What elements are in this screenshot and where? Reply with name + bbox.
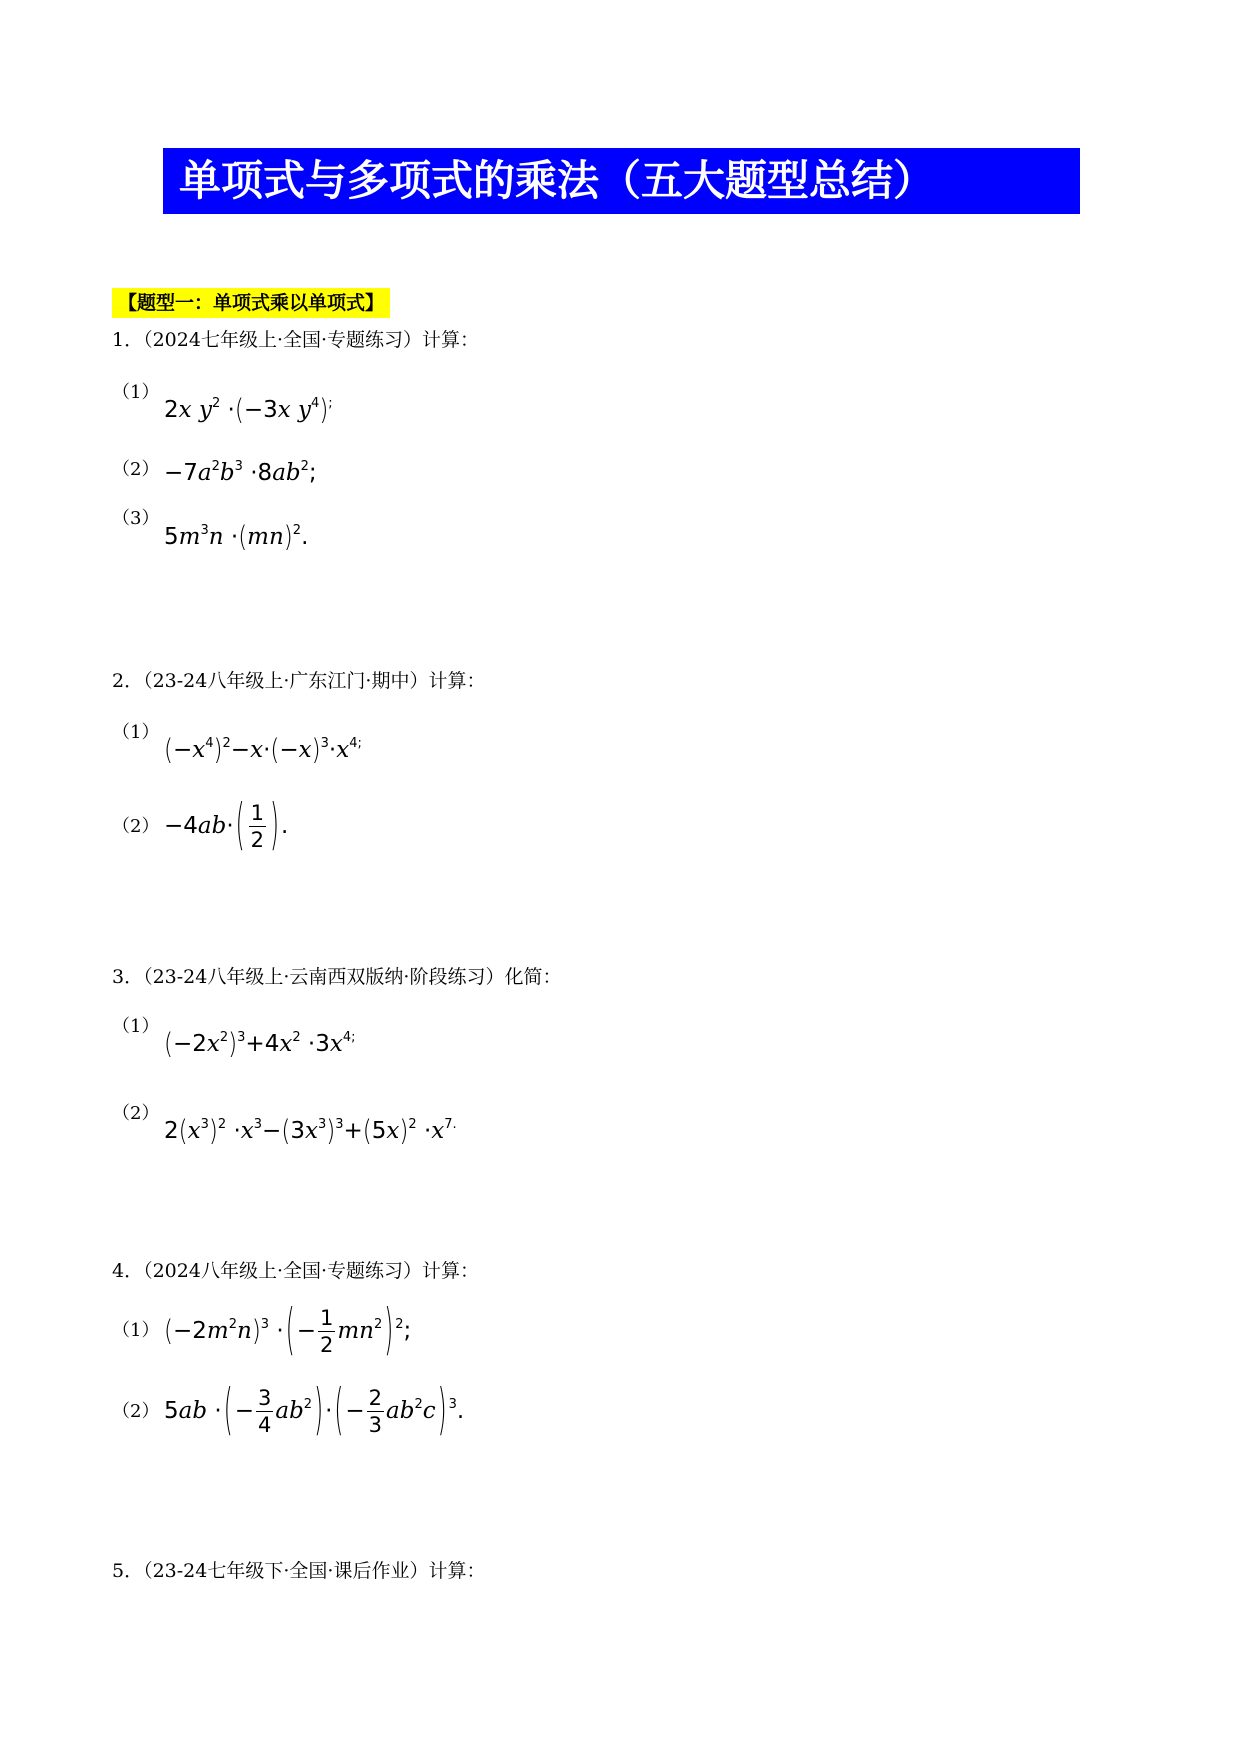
q3-part-1-expression: $(-2x^2)^3+4x^2 \cdot 3x^{4;}$ (164, 1027, 356, 1061)
question-4-heading: 4．（2024八年级上·全国·专题练习）计算： (112, 1260, 480, 1282)
q1-part-3-label: （3） (112, 508, 160, 529)
q4-part-2-expression: 5ab ·(− $\frac{3}{4}$ $ab^2)\cdot(-$ $\frac{2}{3}$ $ab^2c$) $^3$. (164, 1379, 465, 1443)
q4-part-1-expression: $(-2m^2n)^3$ ·(− $\frac{1}{2}$ $mn^2$) $^2$; (164, 1299, 412, 1363)
q2-part-2-expression: −4ab·( $\frac{1}{2}$ ). (164, 794, 289, 858)
q1-part-1-expression: 2x $y^2 \cdot(-3x$ $y^4)^;$ (164, 393, 333, 427)
section-heading-type-1: 【题型一：单项式乘以单项式】 (112, 288, 390, 318)
q2-part-1-expression: $(-x^4)^2-x\cdot(-x)^3\cdot x^{4;}$ (164, 733, 362, 767)
q2-part-1-label: （1） (112, 722, 160, 743)
q1-part-2-expression: $-7a^2b^3 \cdot 8ab^2$; (164, 459, 317, 486)
page-title: 单项式与多项式的乘法（五大题型总结） (163, 148, 1080, 214)
q1-part-3-expression: $5m^3n \cdot(mn)^2$. (164, 520, 309, 554)
q2-part-2-label: （2） (112, 816, 160, 837)
q4-part-2-label: （2） (112, 1401, 160, 1422)
question-5-heading: 5．（23-24七年级下·全国·课后作业）计算： (112, 1560, 486, 1582)
question-3-heading: 3．（23-24八年级上·云南西双版纳·阶段练习）化简： (112, 966, 562, 988)
question-2-heading: 2．（23-24八年级上·广东江门·期中）计算： (112, 670, 486, 692)
q3-part-2-expression: $2(x^3)^2 \cdot x^3-(3x^3)^3+(5x)^2 \cdot x^{7.}$ (164, 1114, 457, 1148)
q4-part-1-label: （1） (112, 1320, 160, 1341)
question-1-heading: 1．（2024七年级上·全国·专题练习）计算： (112, 329, 480, 351)
q1-part-1-label: （1） (112, 382, 160, 403)
q1-part-2-label: （2） (112, 459, 160, 480)
q3-part-2-label: （2） (112, 1103, 160, 1124)
q3-part-1-label: （1） (112, 1016, 160, 1037)
